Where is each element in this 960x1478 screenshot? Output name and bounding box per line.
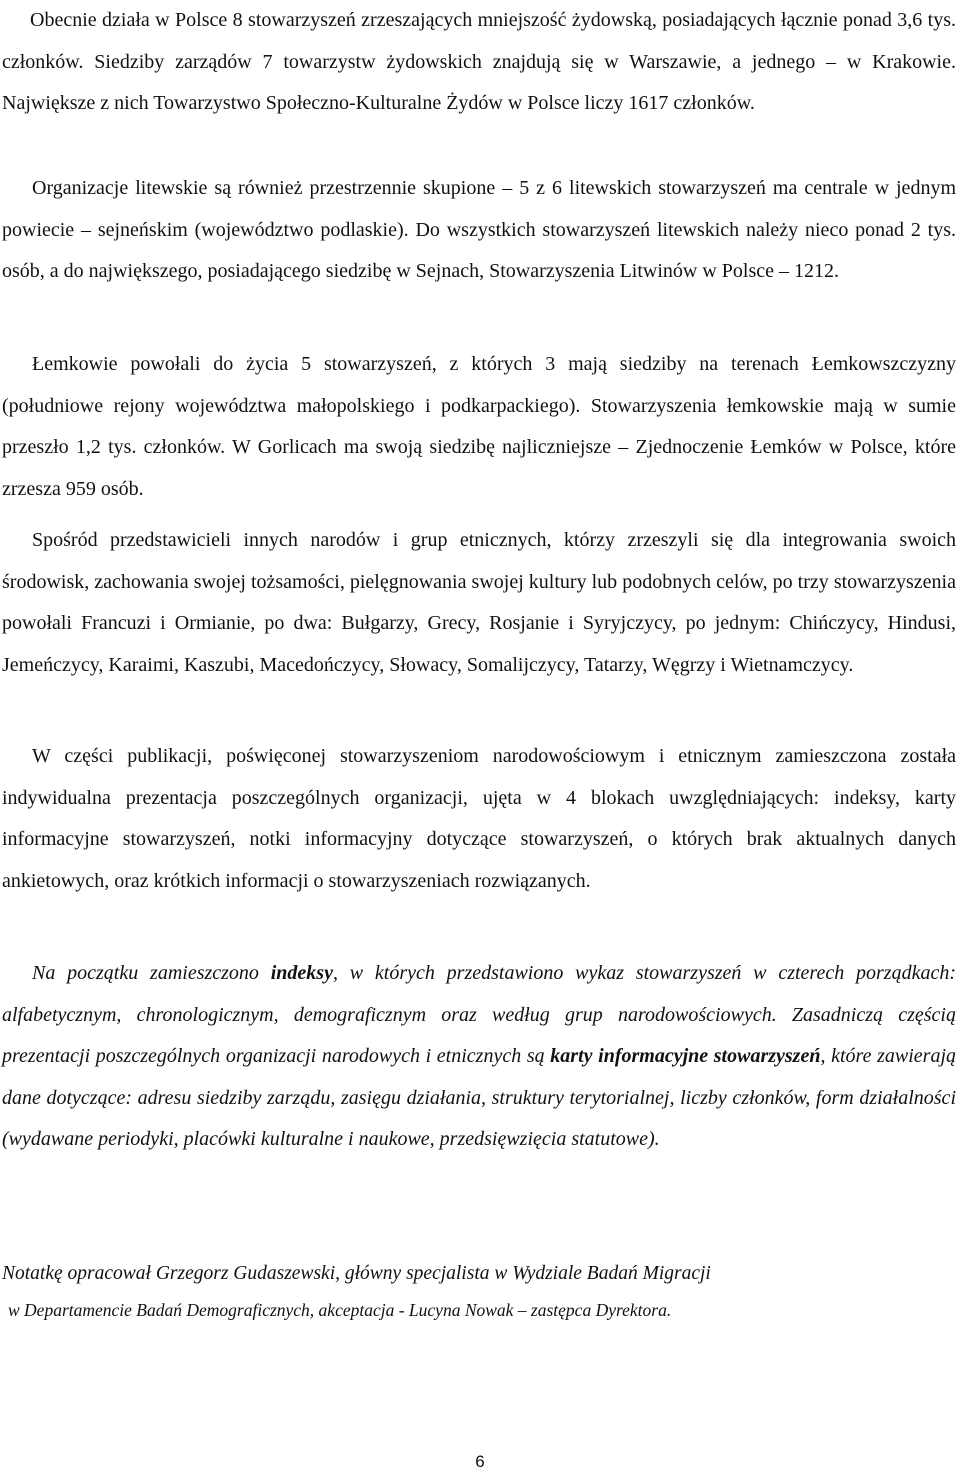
author-note-line2: w Departamencie Badań Demograficznych, akceptacja - Lucyna Nowak – zastępca Dyrektora.	[8, 1300, 672, 1320]
p6-text-c: , w których przedstawiono wykaz stowarzyszeń w czterech porządkach: alfabetycznym, chronologicznym, demograficznym oraz według grup narodowościowych. Zasadniczą częścią prezentacji poszczególnych organizacji narodowych i etnicznych są	[2, 962, 956, 1067]
p6-bold-indeksy: indeksy	[270, 962, 333, 984]
paragraph-other-ethnic-groups: Spośród przedstawicieli innych narodów i grup etnicznych, którzy zrzeszyli się dla integrowania swoich środowisk, zachowania swojej tożsamości, pielęgnowania swojej kultury lub podobnych celów, po trzy stowarzyszenia powołali Francuzi i Ormianie, po dwa: Bułgarzy, Grecy, Rosjanie i Syryjczycy, po jednym: Chińczycy, Hindusi, Jemeńczycy, Karaimi, Kaszubi, Macedończycy, Słowacy, Somalijczycy, Tatarzy, Węgrzy i Wietnamczycy.	[2, 529, 956, 676]
page-number: 6	[475, 1452, 485, 1471]
paragraph-publication-structure: W części publikacji, poświęconej stowarzyszeniom narodowościowym i etnicznym zamieszczona została indywidualna prezentacja poszczególnych organizacji, ujęta w 4 blokach uwzględniających: indeksy, karty informacyjne stowarzyszeń, notki informacyjny dotyczące stowarzyszeń, o których brak aktualnych danych ankietowych, oraz krótkich informacji o stowarzyszeniach rozwiązanych.	[2, 745, 956, 892]
p6-text-a: Na początku zamieszczono	[32, 962, 271, 984]
author-note-line1: Notatkę opracował Grzegorz Gudaszewski, główny specjalista w Wydziale Badań Migracji	[2, 1263, 711, 1284]
p6-bold-karty: karty informacyjne stowarzyszeń	[550, 1045, 821, 1067]
paragraph-lithuanian-associations: Organizacje litewskie są również przestrzennie skupione – 5 z 6 litewskich stowarzyszeń ma centrale w jednym powiecie – sejneńskim (województwo podlaskie). Do wszystkich stowarzyszeń litewskich należy nieco ponad 2 tys. osób, a do największego, posiadającego siedzibę w Sejnach, Stowarzyszenia Litwinów w Polsce – 1212.	[2, 177, 956, 282]
paragraph-jewish-associations: Obecnie działa w Polsce 8 stowarzyszeń zrzeszających mniejszość żydowską, posiadających łącznie ponad 3,6 tys. członków. Siedziby zarządów 7 towarzystw żydowskich znajdują się w Warszawie, a jednego – w Krakowie. Największe z nich Towarzystwo Społeczno-Kulturalne Żydów w Polsce liczy 1617 członków.	[2, 9, 956, 114]
paragraph-indexes-and-cards	[2, 953, 956, 1161]
paragraph-lemko-associations: Łemkowie powołali do życia 5 stowarzyszeń, z których 3 mają siedziby na terenach Łemkowszczyzny (południowe rejony województwa małopolskiego i podkarpackiego). Stowarzyszenia łemkowskie mają w sumie przeszło 1,2 tys. członków. W Gorlicach ma swoją siedzibę najliczniejsze – Zjednoczenie Łemków w Polsce, które zrzesza 959 osób.	[2, 353, 956, 500]
p6-text-e: , które zawierają dane dotyczące: adresu siedziby zarządu, zasięgu działania, struktury terytorialnej, liczby członków, form działalności (wydawane periodyki, placówki kulturalne i naukowe, przedsięwzięcia statutowe).	[2, 1045, 956, 1150]
